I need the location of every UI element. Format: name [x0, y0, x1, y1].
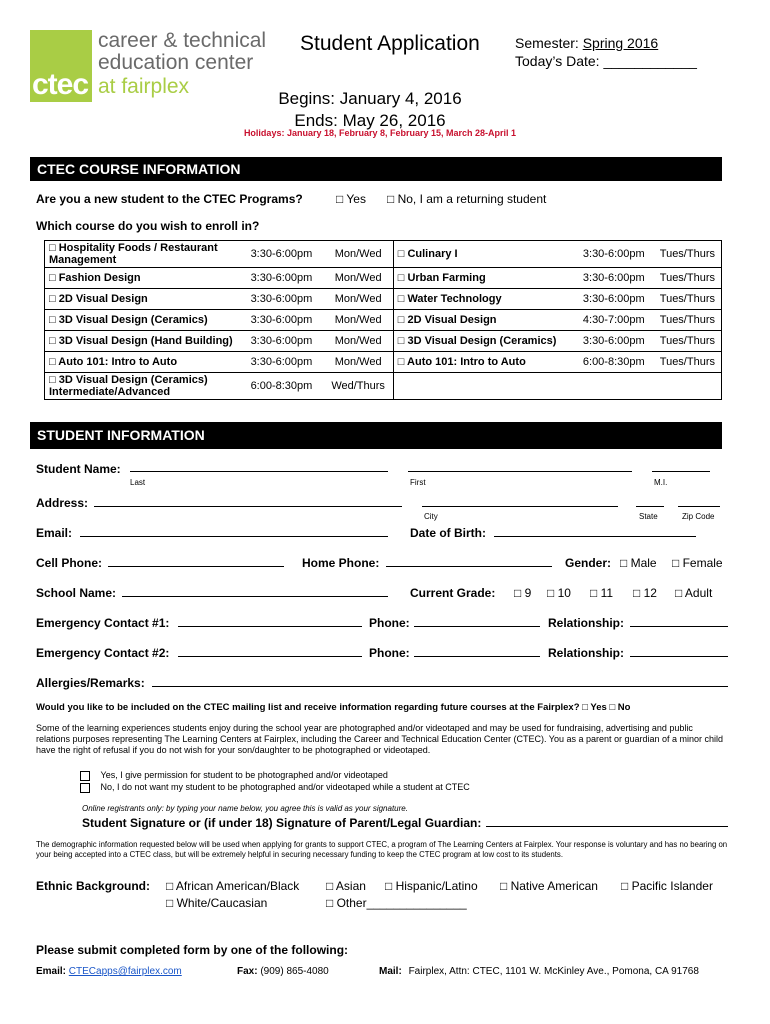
logo-line-2: education center — [98, 51, 254, 74]
ec1-phone-label: Phone: — [369, 616, 410, 630]
course-time-left: 3:30-6:00pm — [239, 352, 323, 373]
ec2-relationship-label: Relationship: — [548, 646, 625, 660]
student-info-heading: STUDENT INFORMATION — [30, 422, 722, 449]
today-date-field[interactable]: Today’s Date: ____________ — [515, 53, 697, 69]
grade-10-checkbox[interactable]: □ 10 — [547, 586, 571, 600]
allergies-label: Allergies/Remarks: — [36, 676, 145, 690]
photo-no-text: No, I do not want my student to be photographed and/or videotaped while a student at CTEC — [100, 782, 470, 792]
ec1-relationship-label: Relationship: — [548, 616, 625, 630]
photo-yes-checkbox[interactable] — [80, 771, 90, 781]
term-dates — [200, 88, 540, 132]
student-name-label: Student Name: — [36, 462, 121, 476]
mi-caption: M.I. — [654, 478, 668, 487]
course-option-right[interactable] — [393, 373, 574, 400]
course-table — [44, 240, 722, 400]
submit-mail: Mail: Fairplex, Attn: CTEC, 1101 W. McKinley Ave., Pomona, CA 91768 — [379, 966, 699, 977]
photo-yes-option — [80, 770, 388, 781]
grade-11-checkbox[interactable]: □ 11 — [590, 586, 614, 600]
course-time-right: 4:30-7:00pm — [574, 310, 654, 331]
course-info-heading: CTEC COURSE INFORMATION — [30, 157, 722, 181]
course-time-right: 3:30-6:00pm — [574, 289, 654, 310]
course-time-left: 3:30-6:00pm — [239, 331, 323, 352]
zip-caption: Zip Code — [682, 512, 715, 521]
online-registrant-note: Online registrants only: by typing your name below, you agree this is valid as your signature. — [82, 804, 408, 813]
course-option-left[interactable]: □ 3D Visual Design (Hand Building) — [45, 331, 240, 352]
course-days-right: Tues/Thurs — [654, 331, 722, 352]
emergency-contact-2-label: Emergency Contact #2: — [36, 646, 170, 660]
dob-input[interactable] — [494, 525, 696, 537]
course-option-left[interactable]: □ Auto 101: Intro to Auto — [45, 352, 240, 373]
holidays-note: Holidays: January 18, February 8, February 15, March 28-April 1 — [243, 128, 517, 138]
course-time-right: 6:00-8:30pm — [574, 352, 654, 373]
course-days-left: Mon/Wed — [324, 352, 394, 373]
allergies-input[interactable] — [152, 675, 728, 687]
ethnic-white-checkbox[interactable]: □ White/Caucasian — [166, 896, 268, 910]
grade-12-checkbox[interactable]: □ 12 — [633, 586, 657, 600]
last-caption: Last — [130, 478, 146, 487]
logo-mark: ctec — [32, 68, 89, 101]
course-option-right[interactable]: □ Urban Farming — [393, 268, 574, 289]
ec2-phone-label: Phone: — [369, 646, 410, 660]
course-time-left: 3:30-6:00pm — [239, 268, 323, 289]
course-option-right[interactable]: □ Culinary I — [393, 241, 574, 268]
ethnic-hispanic-checkbox[interactable]: □ Hispanic/Latino — [385, 879, 478, 893]
city-input[interactable] — [422, 495, 618, 507]
course-time-left: 3:30-6:00pm — [239, 289, 323, 310]
course-option-left[interactable]: □ 3D Visual Design (Ceramics) — [45, 310, 240, 331]
course-option-left[interactable]: □ Hospitality Foods / Restaurant Management — [45, 241, 240, 268]
semester-value[interactable]: Spring 2016 — [582, 35, 659, 51]
course-days-right: Tues/Thurs — [654, 352, 722, 373]
mailing-list-question: Would you like to be included on the CTEC mailing list and receive information regarding future courses at the Fairplex? □ Yes □ No — [36, 702, 631, 713]
returning-student-checkbox[interactable]: □ No, I am a returning student — [387, 192, 547, 206]
ends-date: Ends: May 26, 2016 — [294, 111, 446, 130]
course-time-right: 3:30-6:00pm — [574, 241, 654, 268]
home-phone-input[interactable] — [386, 555, 552, 567]
gender-female-checkbox[interactable]: □ Female — [672, 556, 723, 570]
course-days-right: Tues/Thurs — [654, 310, 722, 331]
course-days-left: Mon/Wed — [324, 241, 394, 268]
which-course-question: Which course do you wish to enroll in? — [36, 219, 260, 233]
semester-block — [515, 34, 697, 70]
course-option-right[interactable]: □ Auto 101: Intro to Auto — [393, 352, 574, 373]
ec1-relationship-input[interactable] — [630, 615, 728, 627]
middle-initial-input[interactable] — [652, 460, 710, 472]
course-time-left: 3:30-6:00pm — [239, 310, 323, 331]
course-days-left: Mon/Wed — [324, 268, 394, 289]
grade-adult-checkbox[interactable]: □ Adult — [675, 586, 713, 600]
new-student-yes-checkbox[interactable]: □ Yes — [336, 192, 366, 206]
ec1-phone-input[interactable] — [414, 615, 540, 627]
dob-label: Date of Birth: — [410, 526, 486, 540]
city-caption: City — [424, 512, 438, 521]
course-row — [45, 289, 722, 310]
course-days-right: Tues/Thurs — [654, 241, 722, 268]
ethnic-asian-checkbox[interactable]: □ Asian — [326, 879, 366, 893]
cell-phone-label: Cell Phone: — [36, 556, 103, 570]
ethnic-african-american-checkbox[interactable]: □ African American/Black — [166, 879, 300, 893]
submit-email: Email: CTECapps@fairplex.com — [36, 966, 182, 977]
school-name-label: School Name: — [36, 586, 117, 600]
submit-email-link[interactable]: CTECapps@fairplex.com — [68, 966, 182, 977]
first-name-input[interactable] — [408, 460, 632, 472]
course-time-left: 3:30-6:00pm — [239, 241, 323, 268]
course-row — [45, 331, 722, 352]
last-name-input[interactable] — [130, 460, 388, 472]
school-name-input[interactable] — [122, 585, 388, 597]
mailing-yes-checkbox[interactable]: □ Yes — [582, 702, 607, 713]
course-days-left: Mon/Wed — [324, 310, 394, 331]
email-input[interactable] — [80, 525, 388, 537]
course-days-right — [654, 373, 722, 400]
course-row — [45, 268, 722, 289]
home-phone-label: Home Phone: — [302, 556, 380, 570]
photo-no-checkbox[interactable] — [80, 783, 90, 793]
demographic-notice: The demographic information requested below will be used when applying for grants to support CTEC, a program of The Learning Centers at Fairplex. Your response is voluntary and has no bearing on your being accepted into a CTEC class, but will be extremely helpful in securing necessary funding to keep the CTEC program at low cost to its students. — [36, 840, 728, 859]
state-input[interactable] — [636, 495, 664, 507]
signature-label: Student Signature or (if under 18) Signature of Parent/Legal Guardian: — [82, 816, 482, 830]
course-row — [45, 352, 722, 373]
course-option-left[interactable]: □ Fashion Design — [45, 268, 240, 289]
current-grade-label: Current Grade: — [410, 586, 496, 600]
ethnic-other-checkbox[interactable]: □ Other_______________ — [326, 896, 467, 910]
course-time-left: 6:00-8:30pm — [239, 373, 323, 400]
course-option-left[interactable]: □ 2D Visual Design — [45, 289, 240, 310]
ethnic-background-label: Ethnic Background: — [36, 879, 151, 893]
ethnic-pacific-islander-checkbox[interactable]: □ Pacific Islander — [621, 879, 713, 893]
photo-no-option — [80, 782, 470, 793]
course-days-left: Mon/Wed — [324, 289, 394, 310]
signature-input[interactable] — [486, 815, 728, 827]
mailing-no-checkbox[interactable]: □ No — [609, 702, 631, 713]
emergency-contact-2-input[interactable] — [178, 645, 362, 657]
course-row — [45, 310, 722, 331]
ethnic-native-american-checkbox[interactable]: □ Native American — [500, 879, 598, 893]
cell-phone-input[interactable] — [108, 555, 284, 567]
submit-heading: Please submit completed form by one of the following: — [36, 943, 349, 957]
course-time-right — [574, 373, 654, 400]
emergency-contact-1-input[interactable] — [178, 615, 362, 627]
grade-9-checkbox[interactable]: □ 9 — [514, 586, 532, 600]
course-time-right: 3:30-6:00pm — [574, 331, 654, 352]
begins-date: Begins: January 4, 2016 — [278, 89, 462, 108]
course-time-right: 3:30-6:00pm — [574, 268, 654, 289]
course-days-left: Wed/Thurs — [324, 373, 394, 400]
photo-yes-text: Yes, I give permission for student to be photographed and/or videotaped — [100, 770, 388, 780]
new-student-question: Are you a new student to the CTEC Programs? — [36, 192, 303, 206]
course-option-right[interactable]: □ 3D Visual Design (Ceramics) — [393, 331, 574, 352]
course-days-right: Tues/Thurs — [654, 268, 722, 289]
first-caption: First — [410, 478, 426, 487]
course-row — [45, 241, 722, 268]
submit-fax: Fax: (909) 865-4080 — [237, 966, 329, 977]
course-row — [45, 373, 722, 400]
ec2-phone-input[interactable] — [414, 645, 540, 657]
course-option-left[interactable]: □ 3D Visual Design (Ceramics) Intermediate/Advanced — [45, 373, 240, 400]
course-option-right[interactable]: □ Water Technology — [393, 289, 574, 310]
logo-line-3: at fairplex — [98, 75, 190, 98]
street-address-input[interactable] — [94, 495, 402, 507]
course-days-left: Mon/Wed — [324, 331, 394, 352]
semester-label: Semester: — [515, 35, 579, 51]
course-days-right: Tues/Thurs — [654, 289, 722, 310]
photo-release-notice: Some of the learning experiences students enjoy during the school year are photographed and/or videotaped and may be used for fundraising, advertising and public relations purposes representing The Learning Centers at Fairplex, including the Career and Technical Education Center (CTEC). You as a parent or guardian of a minor child have the right of refusal if you do not wish for your son/daughter to be photographed or videotaped. — [36, 723, 724, 755]
emergency-contact-1-label: Emergency Contact #1: — [36, 616, 170, 630]
address-label: Address: — [36, 496, 89, 510]
gender-label: Gender: — [565, 556, 612, 570]
email-label: Email: — [36, 526, 73, 540]
logo-line-1: career & technical — [98, 29, 267, 52]
zip-input[interactable] — [678, 495, 720, 507]
course-option-right[interactable]: □ 2D Visual Design — [393, 310, 574, 331]
gender-male-checkbox[interactable]: □ Male — [620, 556, 657, 570]
ec2-relationship-input[interactable] — [630, 645, 728, 657]
page-title: Student Application — [300, 32, 480, 55]
state-caption: State — [639, 512, 658, 521]
